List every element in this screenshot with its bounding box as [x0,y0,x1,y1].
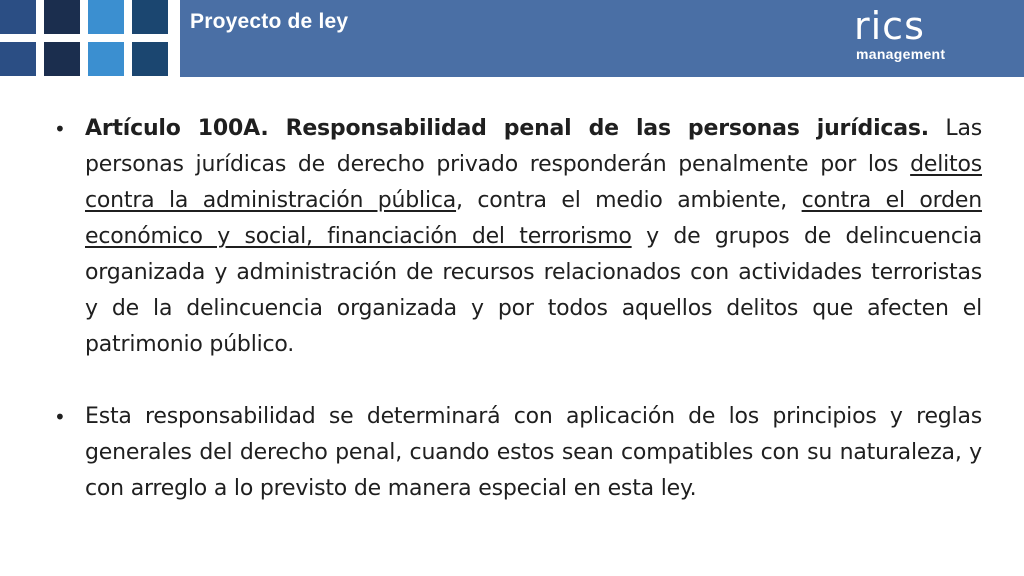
underlined-phrase: delitos contra la administración pública [85,152,982,213]
bullet-marker: • [54,405,66,429]
tile [44,42,80,76]
paragraph-text: Las personas jurídicas de derecho privado responderán penalmente por los [85,116,982,177]
logo-subtitle: management [856,46,946,62]
tile [0,0,36,34]
tile [88,0,124,34]
slide-body [50,111,982,507]
paragraph-text: Esta responsabilidad se determinará con aplicación de los principios y reglas generales del derecho penal, cuando estos sean compatibles con su naturaleza, y con arreglo a lo previsto de manera especial en esta ley. [85,404,982,501]
bullet-marker: • [54,117,66,141]
decorative-tile-grid [0,0,180,78]
bullet-item [50,111,982,363]
article-heading: Artículo 100A. Responsabilidad penal de las personas jurídicas. [85,116,929,141]
bullet-list [50,111,982,507]
paragraph-text: , contra el medio ambiente, [456,188,802,213]
rics-management-logo [852,4,972,64]
tile [132,42,168,76]
tile [88,42,124,76]
page-title: Proyecto de ley [190,10,349,33]
logo-wordmark: rics [854,4,925,48]
underlined-phrase: contra el orden económico y social, financiación del terrorismo [85,188,982,249]
tile [132,0,168,34]
tile [44,0,80,34]
bullet-item [50,399,982,507]
tile [0,42,36,76]
paragraph-text: y de grupos de delincuencia organizada y administración de recursos relacionados con actividades terroristas y de la delincuencia organizada y por todos aquellos delitos que afecten el patrimonio público. [85,224,982,357]
